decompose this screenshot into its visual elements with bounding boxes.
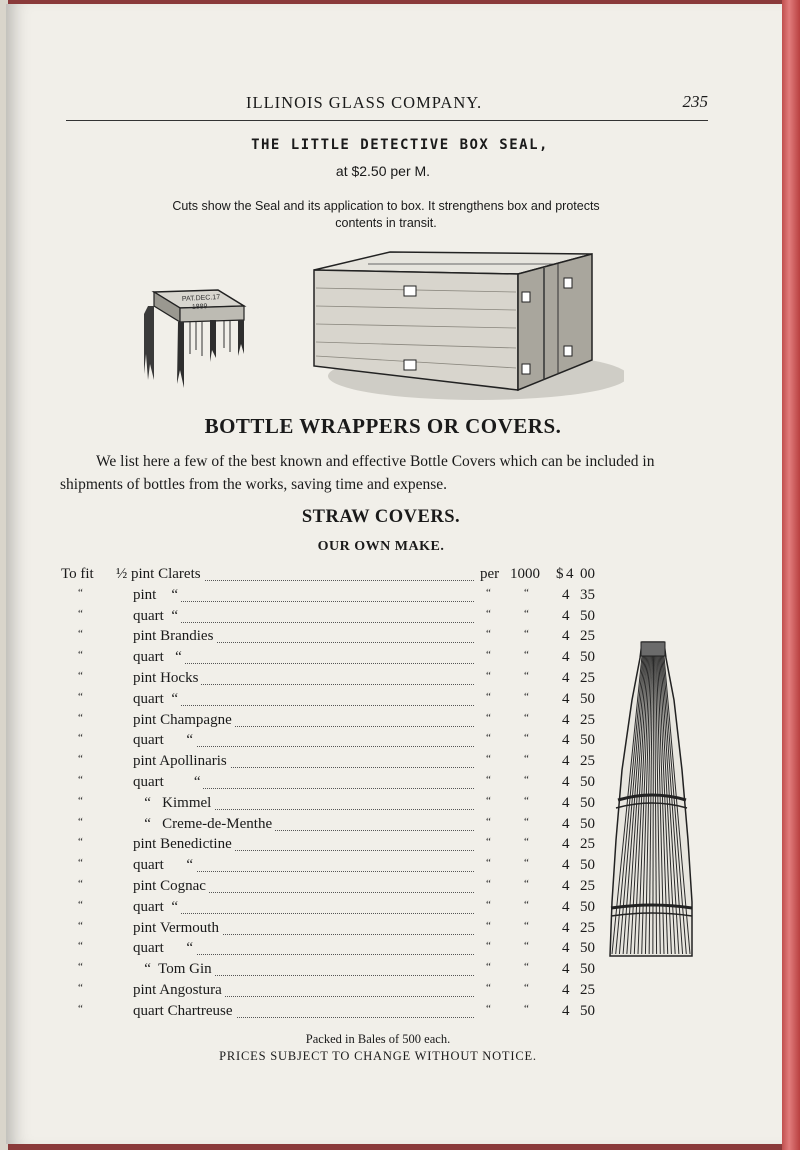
row-ditto-mark: “ [78,857,83,870]
seal-stamp-text-2: 1889 [191,303,208,311]
row-description: pint Apollinaris [133,753,230,770]
row-price-dollars: 4 [562,878,570,894]
row-quantity: “ [524,607,529,620]
seal-stamp-text-1: PAT.DEC.17 [181,294,221,303]
row-price-dollars: 4 [562,836,570,853]
row-unit: “ [486,711,491,724]
row-unit: “ [486,670,491,682]
row-price-cents: 50 [580,794,595,811]
row-description: quart “ [133,774,203,791]
row-description: quart “ [133,899,181,916]
row-unit: “ [486,898,491,911]
row-price-cents: 35 [580,586,595,603]
row-unit: “ [486,774,491,786]
row-description: “ Kimmel [133,795,214,812]
row-unit: per [480,566,500,582]
straw-heading: STRAW COVERS. [301,507,461,527]
row-description: quart “ [133,732,196,749]
sealed-box-illustration [308,248,624,404]
row-description: quart “ [133,691,181,708]
row-ditto-mark: “ [78,670,83,682]
straw-subheading: OUR OWN MAKE. [317,539,445,554]
row-ditto-mark: “ [78,836,83,849]
row-unit: “ [486,732,491,745]
row-description: quart “ [133,608,181,625]
row-unit: “ [486,753,491,766]
row-description: quart “ [133,857,196,874]
row-description: ½ pint Clarets [116,566,204,583]
seal-description-line-2: contents in transit. [335,216,437,230]
row-price-dollars: 4 [562,607,570,624]
row-description: “ Creme-de-Menthe [133,816,275,833]
row-price-cents: 50 [580,898,595,915]
row-ditto-mark: “ [78,732,83,745]
row-ditto-mark: “ [78,774,83,786]
seal-title: THE LITTLE DETECTIVE BOX SEAL, [251,137,549,153]
row-description: pint Hocks [133,670,201,687]
row-quantity: “ [524,649,529,662]
row-unit: “ [486,607,491,620]
row-ditto-mark: “ [78,919,83,932]
row-ditto-mark: “ [78,690,83,703]
page-number: 235 [682,92,708,111]
row-description: pint Cognac [133,878,209,895]
row-price-cents: 00 [580,566,595,582]
row-price-dollars: 4 [562,815,570,832]
wrappers-heading: BOTTLE WRAPPERS OR COVERS. [204,414,562,438]
row-quantity: “ [524,586,529,599]
row-price-dollars: 4 [562,586,570,603]
row-unit: “ [486,628,491,641]
row-price-cents: 50 [580,857,595,874]
row-ditto-mark: “ [78,607,83,620]
row-unit: “ [486,815,491,828]
row-quantity: “ [524,753,529,766]
row-price-dollars: 4 [562,732,570,749]
row-quantity: “ [524,732,529,745]
row-price-cents: 50 [580,774,595,790]
row-ditto-mark: “ [78,961,83,974]
row-quantity: 1000 [510,566,540,582]
row-unit: “ [486,1002,491,1015]
row-quantity: “ [524,940,529,953]
row-price-cents: 50 [580,732,595,749]
row-quantity: “ [524,711,529,724]
row-ditto-mark: “ [78,586,83,599]
row-quantity: “ [524,794,529,807]
row-description: pint Champagne [133,712,235,729]
row-unit: “ [486,857,491,870]
row-unit: “ [486,878,491,890]
row-quantity: “ [524,628,529,641]
straw-stroke [653,656,654,954]
row-unit: “ [486,836,491,849]
row-price-cents: 25 [580,753,595,770]
box-seal-illustration [140,284,250,392]
price-row [0,982,800,1002]
row-description: pint Angostura [133,982,225,999]
price-row [0,961,800,981]
row-quantity: “ [524,1002,529,1015]
row-price-dollars: 4 [562,711,570,728]
row-price-dollars: 4 [562,898,570,915]
row-price-cents: 25 [580,628,595,645]
row-description: quart “ [133,940,196,957]
row-quantity: “ [524,898,529,911]
wrappers-intro: We list here a few of the best known and effective Bottle Covers which can be included in shipments of bottles from the works, saving time and expense. [60,453,655,493]
row-price-dollars: 4 [562,649,570,666]
row-price-cents: 25 [580,836,595,853]
row-ditto-mark: “ [78,878,83,890]
seal-description [100,198,672,232]
row-price-dollars: 4 [562,940,570,957]
seal-description-line-1: Cuts show the Seal and its application to box. It strengthens box and protects [172,199,600,213]
row-quantity: “ [524,878,529,890]
row-quantity: “ [524,815,529,828]
price-row [0,566,800,586]
row-price-dollars: 4 [562,774,570,790]
packing-note: Packed in Bales of 500 each. [305,1032,451,1046]
row-ditto-mark: “ [78,628,83,641]
row-ditto-mark: “ [78,794,83,807]
row-price-dollars: 4 [562,961,570,978]
row-price-cents: 25 [580,878,595,894]
row-unit: “ [486,586,491,599]
row-dollar-sign: $ [556,566,564,582]
row-price-cents: 25 [580,711,595,728]
row-description: quart Chartreuse [133,1003,236,1020]
row-quantity: “ [524,690,529,703]
row-ditto-mark: “ [78,649,83,662]
row-price-dollars: 4 [562,628,570,645]
row-lead-text: To fit [61,566,94,582]
row-price-cents: 50 [580,1002,595,1019]
row-quantity: “ [524,961,529,974]
row-price-cents: 25 [580,982,595,998]
row-unit: “ [486,690,491,703]
row-ditto-mark: “ [78,940,83,953]
row-ditto-mark: “ [78,815,83,828]
row-description: pint Vermouth [133,920,222,937]
row-description: quart “ [133,649,185,666]
row-price-cents: 50 [580,690,595,707]
row-price-cents: 50 [580,815,595,832]
row-price-cents: 25 [580,670,595,686]
straw-cover-illustration [608,640,694,960]
row-price-cents: 50 [580,940,595,957]
row-leader-dots [133,705,474,706]
row-ditto-mark: “ [78,711,83,724]
seal-price: at $2.50 per M. [335,163,431,179]
row-ditto-mark: “ [78,982,83,994]
row-ditto-mark: “ [78,753,83,766]
row-price-cents: 50 [580,649,595,666]
row-unit: “ [486,940,491,953]
row-price-cents: 50 [580,961,595,978]
row-price-dollars: 4 [562,857,570,874]
price-row [0,608,800,628]
row-price-dollars: 4 [562,982,570,998]
row-price-cents: 50 [580,607,595,624]
row-unit: “ [486,982,491,994]
row-ditto-mark: “ [78,1002,83,1015]
row-unit: “ [486,794,491,807]
row-price-cents: 25 [580,919,595,936]
row-unit: “ [486,649,491,662]
row-quantity: “ [524,857,529,870]
row-price-dollars: 4 [562,1002,570,1019]
row-quantity: “ [524,836,529,849]
company-name: ILLINOIS GLASS COMPANY. [246,93,483,112]
row-price-dollars: 4 [562,919,570,936]
price-notice: PRICES SUBJECT TO CHANGE WITHOUT NOTICE. [219,1049,537,1063]
row-quantity: “ [524,670,529,682]
row-price-dollars: 4 [562,753,570,770]
row-unit: “ [486,919,491,932]
row-price-dollars: 4 [562,794,570,811]
row-leader-dots [133,601,474,602]
row-ditto-mark: “ [78,898,83,911]
row-quantity: “ [524,919,529,932]
row-leader-dots [133,913,474,914]
row-price-dollars: 4 [562,670,570,686]
price-row [0,1003,800,1023]
row-quantity: “ [524,774,529,786]
row-price-dollars: 4 [562,690,570,707]
running-header [66,90,708,121]
row-description: pint Brandies [133,628,216,645]
price-row [0,587,800,607]
row-description: “ Tom Gin [133,961,215,978]
row-description: pint “ [133,587,181,604]
row-unit: “ [486,961,491,974]
row-quantity: “ [524,982,529,994]
row-description: pint Benedictine [133,836,235,853]
row-leader-dots [133,622,474,623]
row-price-dollars: 4 [566,566,574,582]
